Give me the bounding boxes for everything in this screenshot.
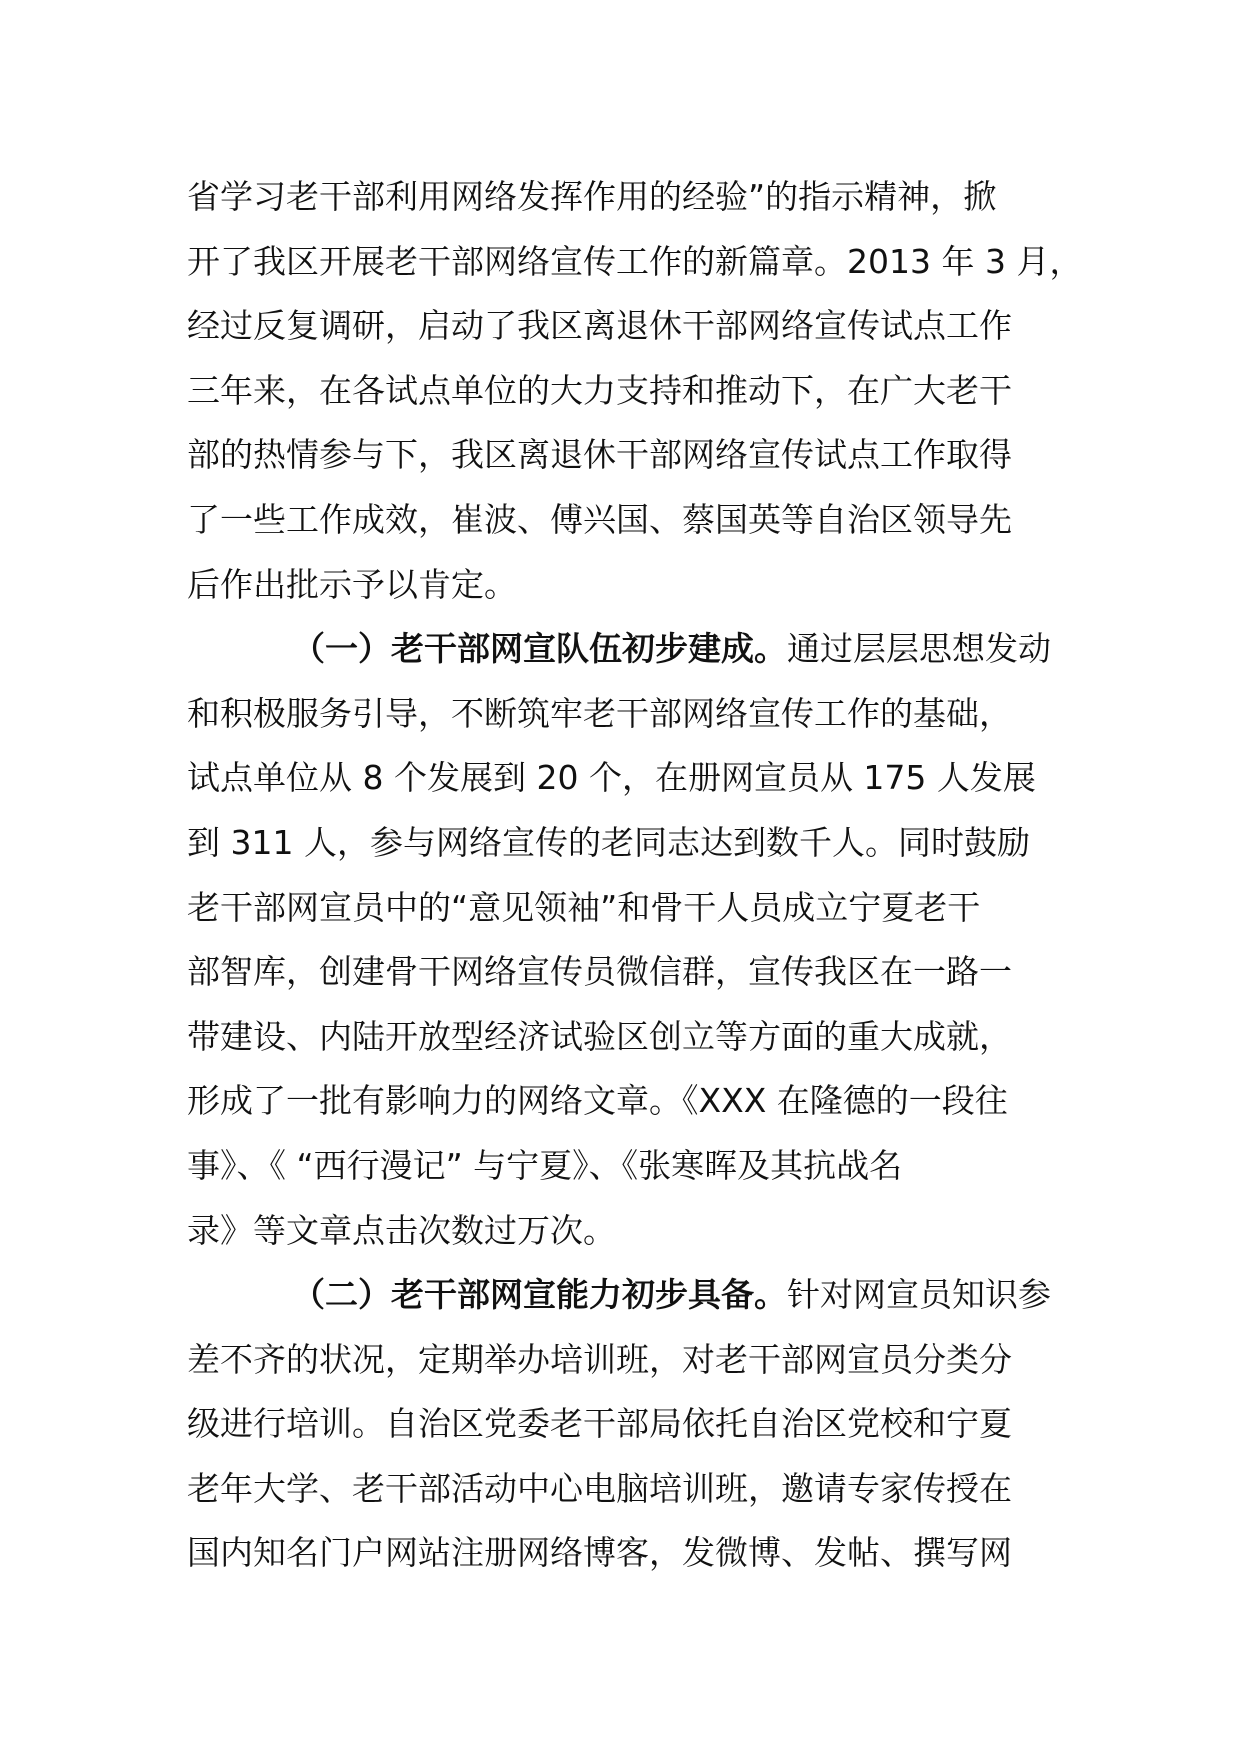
text-line: 部智库，创建骨干网络宣传员微信群，宣传我区在一路一 (187, 952, 1012, 992)
section-heading: （二）老干部网宣能力初步具备。 (292, 1275, 787, 1315)
text-line: 老年大学、老干部活动中心电脑培训班，邀请专家传授在 (187, 1468, 1012, 1508)
section-lead-text: 针对网宣员知识参 (787, 1275, 1051, 1315)
text-line: 录》等文章点击次数过万次。 (187, 1210, 616, 1250)
text-line: 省学习老干部利用网络发挥作用的经验”的指示精神，掀 (187, 177, 997, 216)
text-line: 事》、《 “西行漫记” 与宁夏》、《张寒晖及其抗战名 (187, 1145, 903, 1185)
section-heading: （一）老干部网宣队伍初步建成。 (292, 629, 787, 669)
text-line: 到 311 人，参与网络宣传的老同志达到数千人。同时鼓励 (187, 822, 1030, 862)
section-team-building (187, 617, 1067, 1263)
text-line: 开了我区开展老干部网络宣传工作的新篇章。2013 年 3 月， (187, 241, 1083, 281)
text-line: 和积极服务引导，不断筑牢老干部网络宣传工作的基础， (187, 693, 1012, 733)
text-line: 级进行培训。自治区党委老干部局依托自治区党校和宁夏 (187, 1404, 1012, 1444)
text-line: 后作出批示予以肯定。 (187, 564, 517, 604)
section-capability (187, 1263, 1067, 1586)
section-first-line (187, 1263, 1067, 1328)
text-line: 了一些工作成效，崔波、傅兴国、蔡国英等自治区领导先 (187, 499, 1012, 539)
section-first-line (187, 617, 1067, 682)
paragraph-intro (187, 165, 1083, 617)
text-line: 三年来，在各试点单位的大力支持和推动下，在广大老干 (187, 370, 1012, 410)
text-line: 国内知名门户网站注册网络博客，发微博、发帖、撰写网 (187, 1533, 1012, 1573)
text-line: 试点单位从 8 个发展到 20 个，在册网宣员从 175 人发展 (187, 758, 1036, 798)
text-line: 部的热情参与下，我区离退休干部网络宣传试点工作取得 (187, 435, 1012, 475)
document-body (187, 165, 1083, 1586)
text-line: 差不齐的状况，定期举办培训班，对老干部网宣员分类分 (187, 1339, 1012, 1379)
text-line: 经过反复调研，启动了我区离退休干部网络宣传试点工作 (187, 306, 1012, 346)
text-line: 老干部网宣员中的“意见领袖”和骨干人员成立宁夏老干 (187, 887, 981, 927)
text-line: 带建设、内陆开放型经济试验区创立等方面的重大成就， (187, 1016, 1012, 1056)
section-lead-text: 通过层层思想发动 (787, 629, 1051, 669)
text-line: 形成了一批有影响力的网络文章。《XXX 在隆德的一段往 (187, 1081, 1008, 1121)
